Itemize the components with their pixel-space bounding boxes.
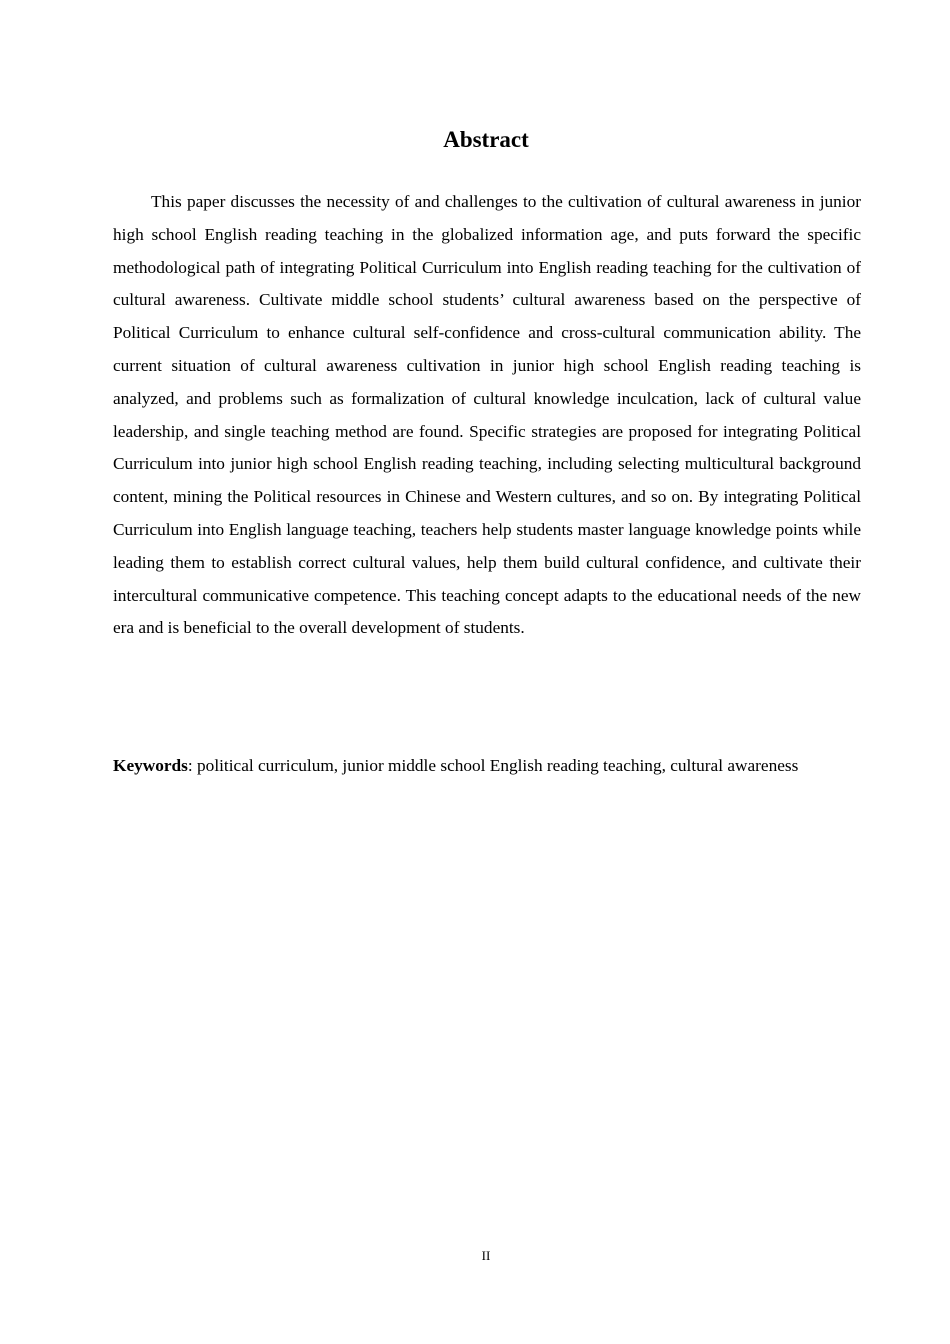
abstract-paragraph: This paper discusses the necessity of and challenges to the cultivation of cultural awareness in junior high school English reading teaching in the globalized information age, and puts forward the specific methodological path of integrating Political Curriculum into English reading teaching for the cultivation of cultural awareness. Cultivate middle school students’ cultural awareness based on the perspective of Political Curriculum to enhance cultural self-confidence and cross-cultural communication ability. The current situation of cultural awareness cultivation in junior high school English reading teaching is analyzed, and problems such as formalization of cultural knowledge inculcation, lack of cultural value leadership, and single teaching method are found. Specific strategies are proposed for integrating Political Curriculum into junior high school English reading teaching, including selecting multicultural background content, mining the Political resources in Chinese and Western cultures, and so on. By integrating Political Curriculum into English language teaching, teachers help students master language knowledge points while leading them to establish correct cultural values, help them build cultural confidence, and cultivate their intercultural communicative competence. This teaching concept adapts to the educational needs of the new era and is beneficial to the overall development of students. xyxy=(113,192,861,638)
keywords-text: political curriculum, junior middle school English reading teaching, cultural awareness xyxy=(197,756,799,775)
page-number: II xyxy=(481,1248,491,1263)
keywords-label: Keywords xyxy=(113,756,188,775)
abstract-title: Abstract xyxy=(443,127,529,152)
keywords-line xyxy=(113,750,861,781)
keywords-separator: : xyxy=(187,756,193,775)
